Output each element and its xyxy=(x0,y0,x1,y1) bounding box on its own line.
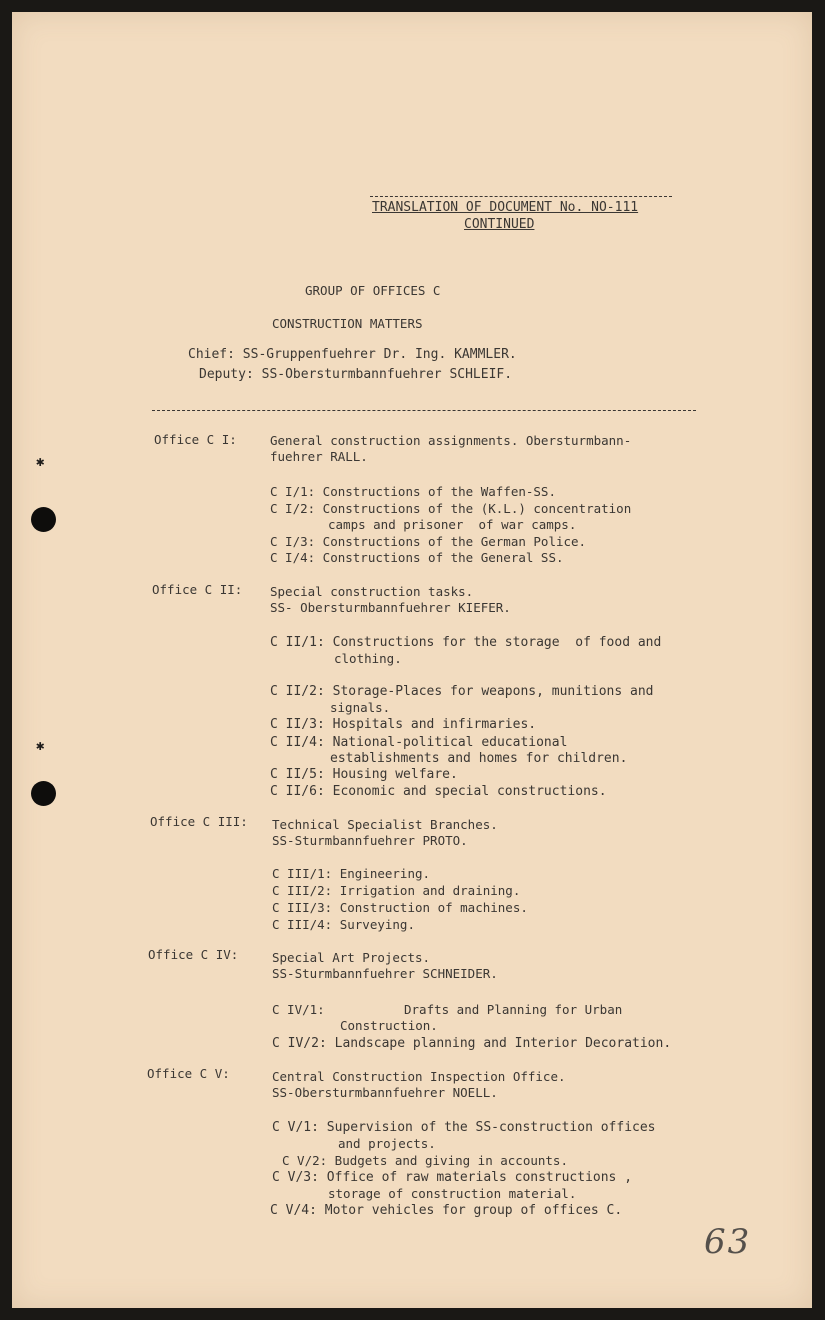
page-number: 63 xyxy=(704,1222,752,1262)
office-c3-label: Office C III: xyxy=(150,814,248,829)
office-c1-item: C I/3: Constructions of the German Police. xyxy=(270,534,587,549)
office-c1-desc-line2: fuehrer RALL. xyxy=(270,449,368,464)
group-subtitle: CONSTRUCTION MATTERS xyxy=(272,316,423,331)
office-c3-item: C III/1: Engineering. xyxy=(272,866,431,881)
office-c4-desc-line1: Special Art Projects. xyxy=(272,950,431,965)
office-c3-desc-line2: SS-Sturmbannfuehrer PROTO. xyxy=(272,833,468,848)
office-c2-item: C II/5: Housing welfare. xyxy=(270,767,458,782)
office-c1-item: C I/4: Constructions of the General SS. xyxy=(270,550,564,565)
ink-mark-lower: ✱ xyxy=(36,738,45,754)
office-c5-item-cont: and projects. xyxy=(338,1136,436,1151)
office-c5-desc-line2: SS-Obersturmbannfuehrer NOELL. xyxy=(272,1085,498,1100)
office-c4-desc-line2: SS-Sturmbannfuehrer SCHNEIDER. xyxy=(272,966,498,981)
office-c2-desc-line2: SS- Obersturmbannfuehrer KIEFER. xyxy=(270,600,511,615)
office-c2-item: C II/4: National-political educational xyxy=(270,735,568,750)
office-c5-label: Office C V: xyxy=(147,1066,230,1081)
office-c2-item: C II/2: Storage-Places for weapons, munitions and xyxy=(270,684,654,699)
office-c5-item: C V/2: Budgets and giving in accounts. xyxy=(282,1153,568,1168)
office-c3-item: C III/4: Surveying. xyxy=(272,917,415,932)
punch-hole-upper xyxy=(31,507,56,532)
punch-hole-lower xyxy=(31,781,56,806)
office-c2-item: C II/3: Hospitals and infirmaries. xyxy=(270,717,537,732)
office-c4-item: C IV/1: xyxy=(272,1002,325,1017)
office-c2-item-cont: clothing. xyxy=(334,651,402,666)
office-c3-item: C III/3: Construction of machines. xyxy=(272,900,528,915)
office-c2-item-cont: signals. xyxy=(330,700,391,715)
chief-line: Chief: SS-Gruppenfuehrer Dr. Ing. KAMMLER. xyxy=(188,347,517,362)
header-top-rule xyxy=(370,196,672,197)
office-c1-item-cont: camps and prisoner of war camps. xyxy=(328,517,577,532)
office-c4-label: Office C IV: xyxy=(148,947,239,962)
deputy-line: Deputy: SS-Obersturmbannfuehrer SCHLEIF. xyxy=(199,367,513,382)
office-c1-label: Office C I: xyxy=(154,432,237,447)
ink-mark-upper: ✱ xyxy=(36,454,45,470)
document-title: TRANSLATION OF DOCUMENT No. NO-111 xyxy=(372,200,639,215)
office-c5-item: C V/1: Supervision of the SS-construction offices xyxy=(272,1120,656,1135)
office-c5-desc-line1: Central Construction Inspection Office. xyxy=(272,1069,566,1084)
office-c2-desc-line1: Special construction tasks. xyxy=(270,584,474,599)
office-c1-item: C I/1: Constructions of the Waffen-SS. xyxy=(270,484,556,499)
continued-label: CONTINUED xyxy=(464,217,535,232)
office-c3-desc-line1: Technical Specialist Branches. xyxy=(272,817,498,832)
office-c5-item: C V/4: Motor vehicles for group of offices C. xyxy=(270,1203,623,1218)
office-c2-label: Office C II: xyxy=(152,582,243,597)
office-c4-item-cont: Construction. xyxy=(340,1018,438,1033)
office-c3-item: C III/2: Irrigation and draining. xyxy=(272,883,521,898)
office-c4-item: C IV/2: Landscape planning and Interior Decoration. xyxy=(272,1036,672,1051)
office-c2-item-cont: establishments and homes for children. xyxy=(330,751,628,766)
office-c2-item: C II/1: Constructions for the storage of food and xyxy=(270,635,662,650)
office-c5-item-cont: storage of construction material. xyxy=(328,1186,577,1201)
group-title: GROUP OF OFFICES C xyxy=(305,283,441,298)
office-c5-item: C V/3: Office of raw materials constructions , xyxy=(272,1170,633,1185)
office-c1-item: C I/2: Constructions of the (K.L.) concentration xyxy=(270,501,632,516)
office-c1-desc-line1: General construction assignments. Obersturmbann- xyxy=(270,433,632,448)
office-c2-item: C II/6: Economic and special constructions. xyxy=(270,784,607,799)
office-c4-item-desc: Drafts and Planning for Urban xyxy=(404,1002,623,1017)
section-divider xyxy=(152,410,696,411)
